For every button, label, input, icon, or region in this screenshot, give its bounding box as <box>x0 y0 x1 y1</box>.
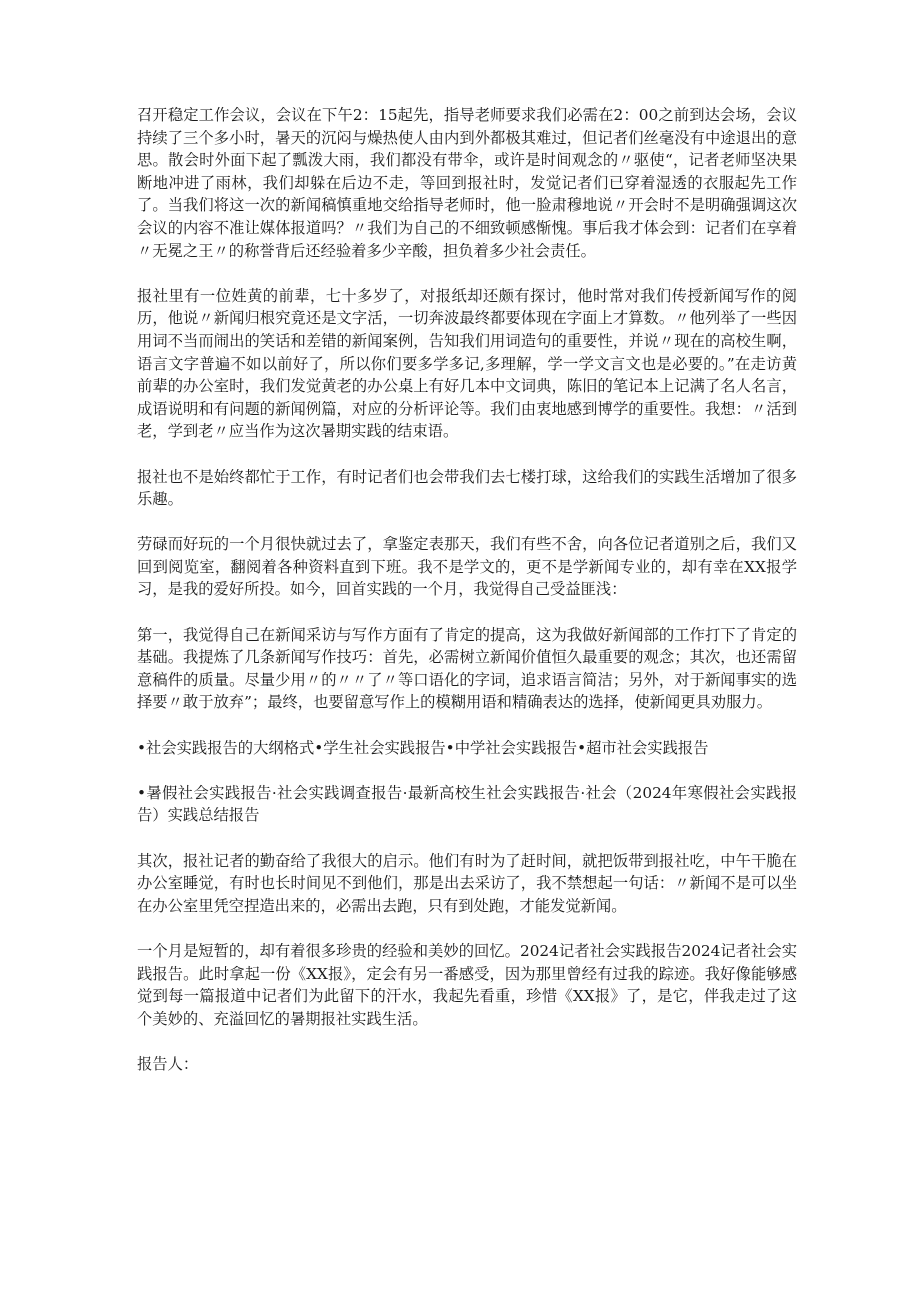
related-links-line[interactable]: •社会实践报告的大纲格式•学生社会实践报告•中学社会实践报告•超市社会实践报告 <box>137 738 709 757</box>
paragraph: 召开稳定工作会议，会议在下午2：15起先，指导老师要求我们必需在2：00之前到达会场，会议持续了三个多小时，暑天的沉闷与燥热使人由内到外都极其难过，但记者们丝毫没有中途退出的意思。散会时外面下起了瓢泼大雨，我们都没有带伞，或许是时间观念的〃驱使“，记者老师坚决果断地冲进了雨林，我们却躲在后边不走，等回到报社时，发觉记者们已穿着湿透的衣服起先工作了。当我们将这一次的新闻稿慎重地交给指导老师时，他一脸肃穆地说〃开会时不是明确强调这次会议的内容不准让媒体报道吗？〃我们为自己的不细致顿感惭愧。事后我才体会到：记者们在享着〃无冕之王〃的称誉背后还经验着多少辛酸，担负着多少社会责任。 <box>137 106 797 260</box>
signature-label: 报告人： <box>137 1054 199 1073</box>
paragraph: 劳碌而好玩的一个月很快就过去了，拿鉴定表那天，我们有些不舍，向各位记者道别之后，我们又回到阅览室，翻阅着各种资料直到下班。我不是学文的，更不是学新闻专业的，却有幸在XX报学习，是我的爱好所投。如今，回首实践的一个月，我觉得自己受益匪浅： <box>137 535 797 599</box>
paragraph: 其次，报社记者的勤奋给了我很大的启示。他们有时为了赶时间，就把饭带到报社吃，中午干脆在办公室睡觉，有时也长时间见不到他们，那是出去采访了，我不禁想起一句话：〃新闻不是可以坐在办公室里凭空捏造出来的，必需出去跑，只有到处跑，才能发觉新闻。 <box>137 851 797 915</box>
paragraph: 一个月是短暂的，却有着很多珍贵的经验和美妙的回忆。2024记者社会实践报告2024记者社会实践报告。此时拿起一份《XX报》，定会有另一番感受，因为那里曾经有过我的踪迹。我好像能够感觉到每一篇报道中记者们为此留下的汗水，我起先看重，珍惜《XX报》了，是它，伴我走过了这个美妙的、充溢回忆的暑期报社实践生活。 <box>137 941 797 1028</box>
document-body <box>137 104 797 1076</box>
paragraph: 第一，我觉得自己在新闻采访与写作方面有了肯定的提高，这为我做好新闻部的工作打下了肯定的基础。我提炼了几条新闻写作技巧：首先，必需树立新闻价值恒久最重要的观念；其次，也还需留意稿件的质量。尽量少用〃的〃〃了〃等口语化的字词，追求语言简洁；另外，对于新闻事实的选择要〃敢于放弃”；最终，也要留意写作上的模糊用语和精确表达的选择，使新闻更具劝服力。 <box>137 625 797 712</box>
paragraph: 报社也不是始终都忙于工作，有时记者们也会带我们去七楼打球，这给我们的实践生活增加了很多乐趣。 <box>137 467 797 509</box>
related-links-line[interactable]: •暑假社会实践报告·社会实践调查报告·最新高校生社会实践报告·社会（2024年寒假社会实践报告）实践总结报告 <box>137 783 797 825</box>
paragraph: 报社里有一位姓黄的前辈，七十多岁了，对报纸却还颇有探讨，他时常对我们传授新闻写作的阅历，他说〃新闻归根究竟还是文字活，一切奔波最终都要体现在字面上才算数。〃他列举了一些因用词不当而闹出的笑话和差错的新闻案例，告知我们用词造句的重要性，并说〃现在的高校生啊，语言文字普遍不如以前好了，所以你们要多学多记,多理解，学一学文言文也是必要的。”在走访黄前辈的办公室时，我们发觉黄老的办公桌上有好几本中文词典，陈旧的笔记本上记满了名人名言，成语说明和有问题的新闻例篇，对应的分析评论等。我们由衷地感到博学的重要性。我想：〃活到老，学到老〃应当作为这次暑期实践的结束语。 <box>137 286 797 441</box>
